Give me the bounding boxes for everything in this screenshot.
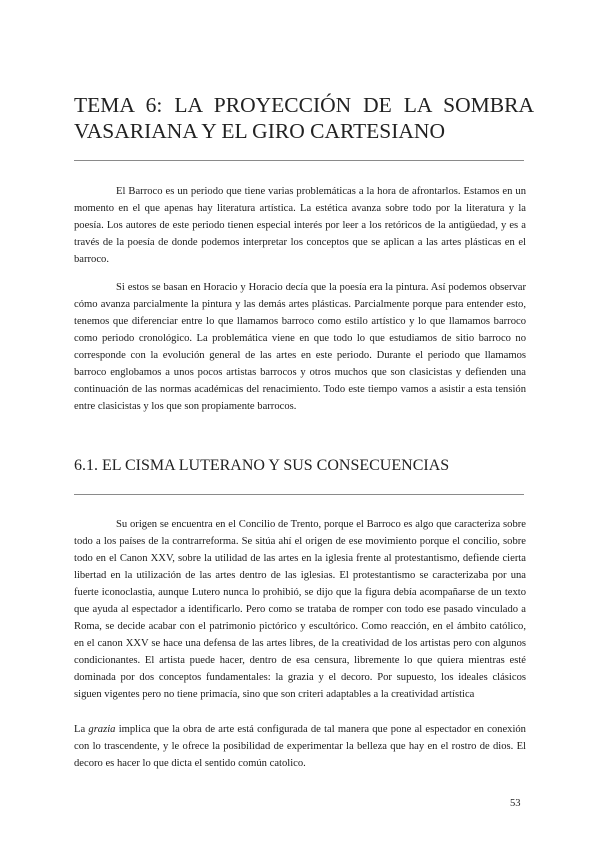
paragraph-intro: El Barroco es un periodo que tiene varias problemáticas a la hora de afrontarlos. Estamos en un momento en el que apenas hay literatura artística. La estética avanza sobre todo por la literatura y la poesía. Los autores de este periodo tienen especial interés por leer a los retóricos de la antigüedad, y es a través de la poesía de donde podemos interpretar los conceptos que se aplican a las artes plásticas en el barroco. xyxy=(74,186,526,265)
chapter-title xyxy=(74,92,534,144)
chapter-title-line-2: VASARIANA Y EL GIRO CARTESIANO xyxy=(74,119,445,143)
chapter-title-line-1: TEMA 6: LA PROYECCIÓN DE LA SOMBRA xyxy=(74,93,534,117)
section-title: 6.1. EL CISMA LUTERANO Y SUS CONSECUENCIAS xyxy=(74,457,450,474)
grazia-text: implica que la obra de arte está configurada de tal manera que pone al espectador en conexión con lo trascendente, y le ofrece la posibilidad de experimentar la belleza que hay en el rostro de dios. El decoro es hacer lo que dicta el sentido común catolico. xyxy=(74,724,526,769)
paragraph-trento: Su origen se encuentra en el Concilio de Trento, porque el Barroco es algo que caracteriza sobre todo a los países de la contrarreforma. Se sitúa ahí el origen de ese movimiento porque el concilio, sobre todo en el Canon XXV, sobre la utilidad de las artes en la iglesia frente al protestantismo, defiende cierta libertad en la utilización de las artes dentro de las iglesias. El protestantismo se caracterizaba por una fuerte iconoclastia, aunque Lutero nunca lo prohibió, se dijo que la figura debía acompañarse de un texto que ayuda al espectador a identificarlo. Pero como se trataba de romper con todo ese pasado vinculado a Roma, se decide acabar con el patrimonio pictórico y escultórico. Como reacción, en el ámbito católico, en el canon XXV se hace una defensa de las artes libres, de la creatividad de los artistas pero con algunos condicionantes. El artista puede hacer, dentro de esa censura, libremente lo que quiera mientras esté dominada por dos conceptos fundamentales: la grazia y el decoro. Por supuesto, los ideales clásicos siguen vigentes pero no tiene primacía, sino que son criteri adaptables a la creatividad artística xyxy=(74,519,526,700)
paragraph-grazia xyxy=(74,721,526,772)
page-number: 53 xyxy=(510,798,521,809)
section-divider xyxy=(74,494,524,495)
grazia-lead: La xyxy=(74,724,89,735)
paragraph-horacio: Si estos se basan en Horacio y Horacio decía que la poesía era la pintura. Así podemos observar cómo avanza parcialmente la pintura y las demás artes plásticas. Parcialmente porque para entender esto, tenemos que diferenciar entre lo que llamamos barroco como estilo artístico y lo que llamamos barroco como periodo cronológico. La problemática viene en que todo lo que estudiamos de sitio barroco no corresponde con la evolución general de las artes en este periodo. Durante el periodo que llamamos barroco englobamos a unos pocos artistas barrocos y otros muchos que son clasicistas y defienden una continuación de las normas académicas del renacimiento. Todo este tiempo vamos a asistir a esta tensión entre clasicistas y los que son propiamente barrocos. xyxy=(74,282,526,412)
title-divider xyxy=(74,160,524,161)
grazia-term: grazia xyxy=(88,724,116,735)
